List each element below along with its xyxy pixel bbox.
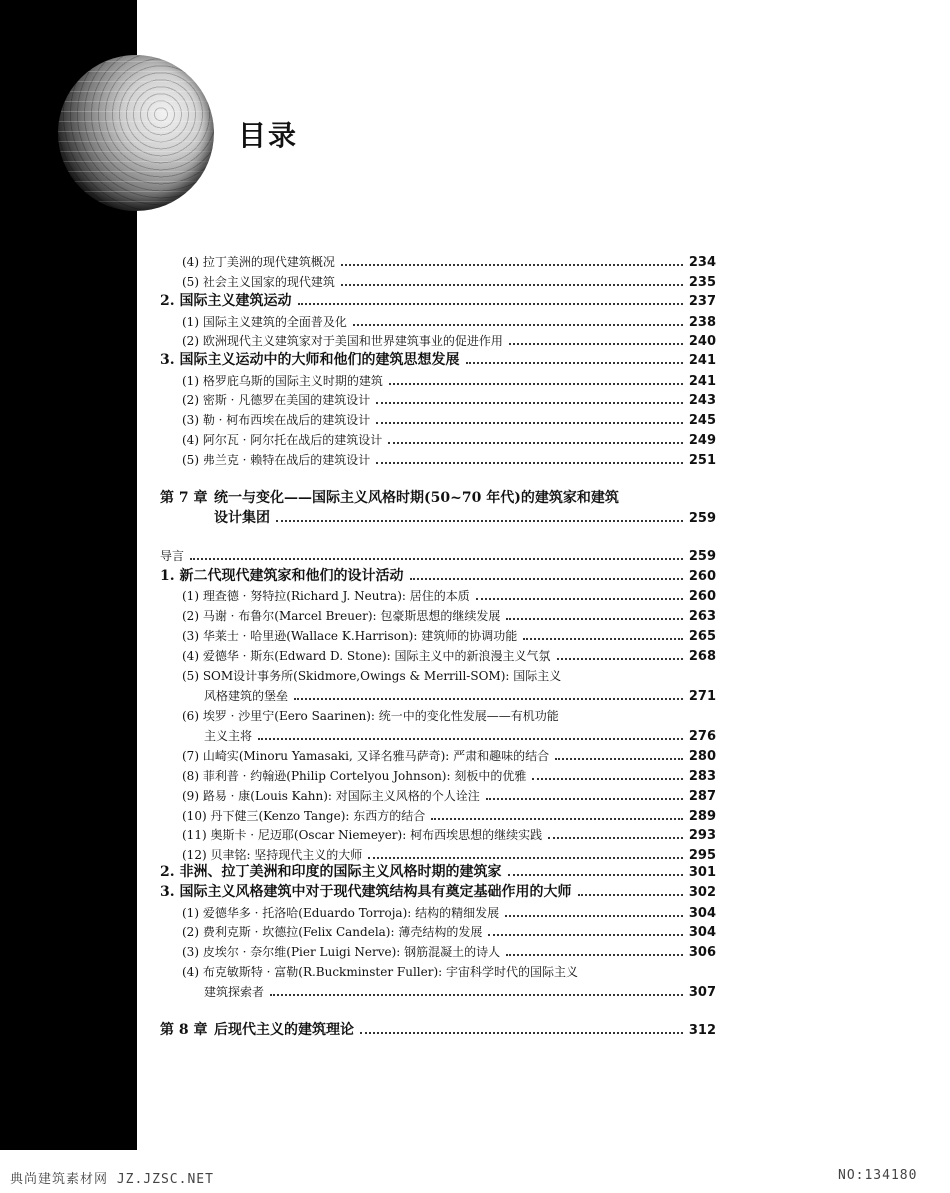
toc-entry-title: (5) SOM设计事务所(Skidmore,Owings & Merrill-SOM): 国际主义 [182,669,562,683]
toc-entry[interactable] [160,272,716,292]
toc-section-title: 2. 非洲、拉丁美洲和印度的国际主义风格时期的建筑家 [160,864,502,880]
toc-entry-title: (4) 布克敏斯特 · 富勒(R.Buckminster Fuller): 宇宙科学时代的国际主义 [182,965,579,979]
leader-dots [506,953,683,956]
leader-dots [488,933,683,936]
chapter-8-label: 第 8 章 [160,1022,208,1038]
leader-dots [431,817,683,820]
toc-entry-page: 260 [688,589,716,604]
toc-entry[interactable] [160,746,716,766]
leader-dots [466,361,683,364]
toc-entry-page: 245 [688,413,716,428]
toc-entry-title: (10) 丹下健三(Kenzo Tange): 东西方的结合 [182,809,426,823]
toc-chapter-7-cont[interactable] [214,508,716,528]
leader-dots [508,873,683,876]
toc-section-page: 260 [688,569,716,584]
toc-entry-page: 243 [688,393,716,408]
toc-section[interactable] [160,862,716,882]
leader-dots [506,617,683,620]
toc-entry-page: 293 [688,828,716,843]
toc-entry-title: (2) 欧洲现代主义建筑家对于美国和世界建筑事业的促进作用 [182,334,503,348]
toc-entry-title: (2) 马谢 · 布鲁尔(Marcel Breuer): 包豪斯思想的继续发展 [182,609,501,623]
toc-entry-title: (5) 社会主义国家的现代建筑 [182,275,335,289]
page-title: 目录 [238,119,299,152]
leader-dots [294,697,683,700]
toc-entry[interactable] [160,706,716,726]
toc-entry-title-cont: 主义主将 [204,729,253,743]
toc-entry[interactable] [160,646,716,666]
toc-entry-title: 导言 [160,549,185,563]
leader-dots [190,557,683,560]
toc-entry-page: 259 [688,549,716,564]
toc-entry[interactable] [160,825,716,845]
toc-entry-title: (11) 奥斯卡 · 尼迈耶(Oscar Niemeyer): 柯布西埃思想的继续实践 [182,828,543,842]
watermark-number: NO:134180 [838,1168,918,1183]
toc-entry-title: (8) 菲利普 · 约翰逊(Philip Cortelyou Johnson): 刻板中的优雅 [182,769,527,783]
toc-entry-page: 280 [688,749,716,764]
toc-entry[interactable] [160,786,716,806]
leader-dots [376,421,683,424]
toc-section-page: 302 [688,885,716,900]
toc-section[interactable] [160,566,716,586]
leader-dots [476,597,683,600]
toc-entry[interactable] [160,962,716,982]
toc-section-title: 3. 国际主义运动中的大师和他们的建筑思想发展 [160,352,460,368]
toc-entry-page: 265 [688,629,716,644]
toc-entry-title: (3) 华莱士 · 哈里逊(Wallace K.Harrison): 建筑师的协调功能 [182,629,518,643]
toc-entry-title: (3) 皮埃尔 · 奈尔维(Pier Luigi Nerve): 钢筋混凝土的诗人 [182,945,501,959]
leader-dots [505,914,683,917]
watermark-site: 典尚建筑素材网 JZ.JZSC.NET [10,1172,214,1187]
chapter-7-label: 第 7 章 [160,490,208,506]
toc-entry-title-cont: 建筑探索者 [204,985,265,999]
toc-entry[interactable] [160,450,716,470]
toc-entry-title: (4) 阿尔瓦 · 阿尔托在战后的建筑设计 [182,433,383,447]
chapter-7-title-cont: 设计集团 [214,510,270,526]
toc-entry-page: 295 [688,848,716,863]
chapter-8-page: 312 [688,1023,716,1038]
toc-entry-title: (2) 密斯 · 凡德罗在美国的建筑设计 [182,393,371,407]
toc-entry-page: 268 [688,649,716,664]
toc-entry-page: 287 [688,789,716,804]
toc-section[interactable] [160,882,716,902]
leader-dots [376,461,683,464]
leader-dots [298,302,683,305]
toc-entry-page: 251 [688,453,716,468]
toc-entry[interactable] [160,626,716,646]
toc-entry-title: (4) 拉丁美洲的现代建筑概况 [182,255,335,269]
toc-entry-page: 283 [688,769,716,784]
toc-section[interactable] [160,291,716,311]
toc-entry[interactable] [160,410,716,430]
toc-section-title: 2. 国际主义建筑运动 [160,293,292,309]
toc-entry-page: 263 [688,609,716,624]
toc-entry-page: 240 [688,334,716,349]
toc-entry-page: 235 [688,275,716,290]
toc-entry-cont[interactable] [204,686,716,706]
toc-entry[interactable] [160,942,716,962]
toc-entry-title: (2) 费利克斯 · 坎德拉(Felix Candela): 薄壳结构的发展 [182,925,483,939]
toc-section[interactable] [160,350,716,370]
toc-entry-page: 234 [688,255,716,270]
leader-dots [557,657,683,660]
toc-entry-title: (4) 爱德华 · 斯东(Edward D. Stone): 国际主义中的新浪漫主义气氛 [182,649,551,663]
toc-entry-title: (6) 埃罗 · 沙里宁(Eero Saarinen): 统一中的变化性发展——有机功能 [182,709,559,723]
leader-dots [486,797,683,800]
toc-entry[interactable] [160,430,716,450]
leader-dots [276,519,683,522]
toc-entry-cont[interactable] [204,726,716,746]
leader-dots [555,757,683,760]
toc-entry-title-cont: 风格建筑的堡垒 [204,689,289,703]
toc-entry-page: 306 [688,945,716,960]
leader-dots [258,737,683,740]
toc-entry-page: 304 [688,925,716,940]
toc-entry-title: (5) 弗兰克 · 赖特在战后的建筑设计 [182,453,371,467]
leader-dots [341,283,683,286]
chapter-7-page: 259 [688,511,716,526]
toc-entry-page: 249 [688,433,716,448]
chapter-8-title: 后现代主义的建筑理论 [214,1022,354,1038]
toc-entry[interactable] [160,586,716,606]
toc-entry[interactable] [160,312,716,332]
toc-section-page: 241 [688,353,716,368]
leader-dots [388,441,683,444]
leader-dots [270,993,683,996]
leader-dots [578,893,683,896]
toc-entry[interactable] [160,903,716,923]
toc-entry-title: (1) 国际主义建筑的全面普及化 [182,315,347,329]
toc-entry-title: (1) 格罗庇乌斯的国际主义时期的建筑 [182,374,383,388]
toc-entry-page: 304 [688,906,716,921]
toc-chapter-8[interactable] [160,1020,716,1040]
toc-entry[interactable] [160,390,716,410]
leader-dots [353,323,683,326]
leader-dots [368,856,683,859]
leader-dots [410,577,683,580]
toc-entry-title: (9) 路易 · 康(Louis Kahn): 对国际主义风格的个人诠注 [182,789,480,803]
toc-entry[interactable] [160,806,716,826]
toc-entry[interactable] [160,922,716,942]
toc-entry-page: 238 [688,315,716,330]
leader-dots [341,263,683,266]
toc-entry-title: (3) 勒 · 柯布西埃在战后的建筑设计 [182,413,371,427]
leader-dots [360,1031,683,1034]
toc-entry-page: 241 [688,374,716,389]
toc-section-page: 301 [688,865,716,880]
leader-dots [509,342,683,345]
chapter-7-title: 统一与变化——国际主义风格时期(50~70 年代)的建筑家和建筑 [214,490,619,506]
toc-entry[interactable] [160,546,716,566]
toc-entry[interactable] [160,666,716,686]
toc-section-title: 3. 国际主义风格建筑中对于现代建筑结构具有奠定基础作用的大师 [160,884,572,900]
leader-dots [523,637,683,640]
toc-entry[interactable] [160,252,716,272]
leader-dots [548,836,683,839]
toc-entry-page: 289 [688,809,716,824]
leader-dots [376,401,683,404]
toc-section-page: 237 [688,294,716,309]
toc-entry-title: (7) 山崎实(Minoru Yamasaki, 又译名雅马萨奇): 严肃和趣味的结合 [182,749,550,763]
toc-entry-page: 276 [688,729,716,744]
toc-entry-page: 307 [688,985,716,1000]
toc-entry-cont[interactable] [204,982,716,1002]
toc-entry[interactable] [160,371,716,391]
leader-dots [389,382,683,385]
toc-entry-title: (1) 爱德华多 · 托洛哈(Eduardo Torroja): 结构的精细发展 [182,906,500,920]
toc-entry[interactable] [160,766,716,786]
toc-section-title: 1. 新二代现代建筑家和他们的设计活动 [160,568,404,584]
leader-dots [532,777,683,780]
toc-entry[interactable] [160,606,716,626]
toc-entry-title: (1) 理查德 · 努特拉(Richard J. Neutra): 居住的本质 [182,589,470,603]
toc-entry-page: 271 [688,689,716,704]
toc-entry[interactable] [160,331,716,351]
toc-chapter-7[interactable] [160,488,716,508]
toc-entry-title: (12) 贝聿铭: 坚持现代主义的大师 [182,848,363,862]
